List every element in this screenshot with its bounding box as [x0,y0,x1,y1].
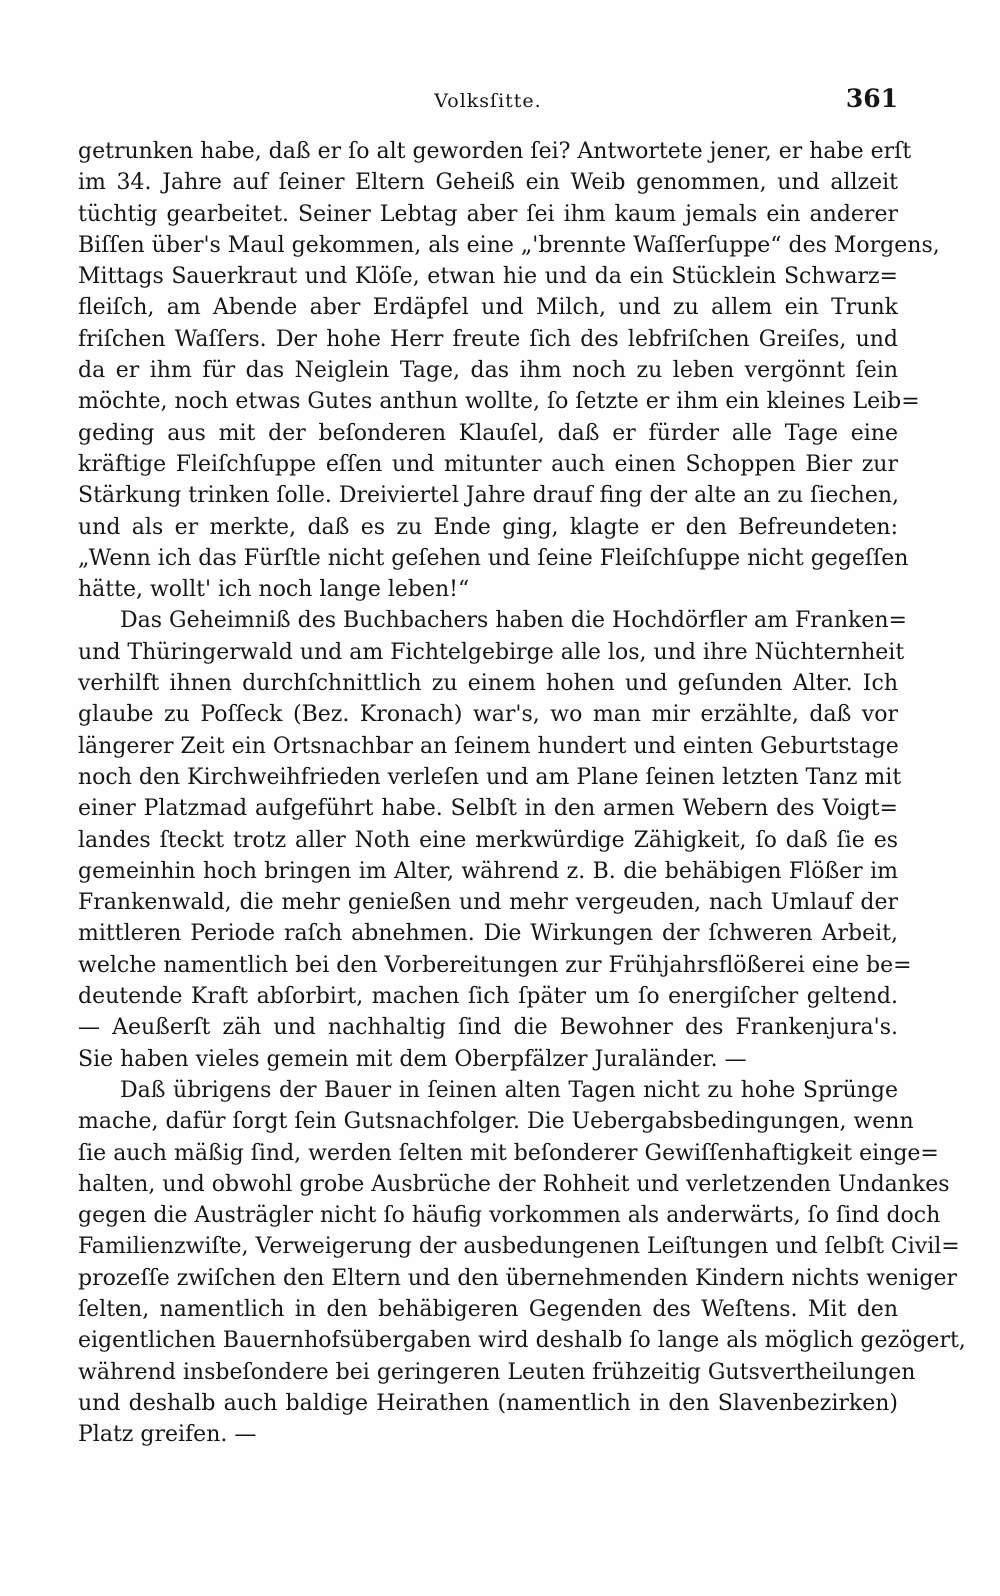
text-line: gegen die Austrägler nicht ſo häufig vorkommen als anderwärts, ſo ſind doch [78,1203,941,1229]
page-number: 361 [845,84,898,113]
text-line: Familienzwiſte, Verweigerung der ausbedungenen Leiſtungen und ſelbſt Civil= [78,1234,960,1260]
text-line: Sie haben vieles gemein mit dem Oberpfälzer Juraländer. — [78,1046,747,1072]
text-line: landes ſteckt trotz aller Noth eine merkwürdige Zähigkeit, ſo daß ſie es [78,827,898,853]
text-line: halten, und obwohl grobe Ausbrüche der Rohheit und verletzenden Undankes [78,1171,950,1197]
text-line: Stärkung trinken ſolle. Dreiviertel Jahre drauf fing der alte an zu ſiechen, [78,483,900,509]
text-line: einer Platzmad aufgeführt habe. Selbſt in den armen Webern des Voigt= [78,796,898,822]
text-line: welche namentlich bei den Vorbereitungen zur Frühjahrsflößerei eine be= [78,952,912,978]
text-line: geding aus mit der beſonderen Klauſel, daß er fürder alle Tage eine [78,420,898,446]
text-line: tüchtig gearbeitet. Seiner Lebtag aber ſei ihm kaum jemals ein anderer [78,201,898,227]
text-line: und deshalb auch baldige Heirathen (namentlich in den Slavenbezirken) [78,1390,898,1416]
text-line: glaube zu Poſſeck (Bez. Kronach) war's, wo man mir erzählte, daß vor [78,702,898,728]
text-line: verhilft ihnen durchſchnittlich zu einem hohen und geſunden Alter. Ich [78,671,898,697]
page-header [78,84,898,118]
text-line: Biſſen über's Maul gekommen, als eine „'brennte Waſſerſuppe“ des Morgens, [78,232,940,258]
text-line: mittleren Periode raſch abnehmen. Die Wirkungen der ſchweren Arbeit, [78,921,898,947]
text-line: noch den Kirchweihfrieden verleſen und am Plane ſeinen letzten Tanz mit [78,764,902,790]
paragraph [78,136,940,605]
text-line: Frankenwald, die mehr genießen und mehr vergeuden, nach Umlauf der [78,890,898,916]
text-line: während insbeſondere bei geringeren Leuten frühzeitig Gutsvertheilungen [78,1359,916,1385]
text-line: Daß übrigens der Bauer in ſeinen alten Tagen nicht zu hohe Sprünge [120,1077,898,1103]
text-line: längerer Zeit ein Ortsnachbar an ſeinem hundert und einten Geburtstage [78,733,899,759]
text-line: „Wenn ich das Fürſtle nicht geſehen und ſeine Fleiſchſuppe nicht gegeſſen [78,545,909,571]
text-line: ſie auch mäßig ſind, werden ſelten mit beſonderer Gewiſſenhaftigkeit einge= [78,1140,939,1166]
text-line: im 34. Jahre auf ſeiner Eltern Geheiß ein Weib genommen, und allzeit [78,170,898,196]
text-line: fleiſch, am Abende aber Erdäpfel und Milch, und zu allem ein Trunk [78,295,898,321]
paragraph [78,605,912,1074]
text-line: möchte, noch etwas Gutes anthun wollte, ſo ſetzte er ihm ein kleines Leib= [78,389,920,415]
text-line: — Aeußerſt zäh und nachhaltig ſind die Bewohner des Frankenjura's. [78,1015,898,1041]
text-line: und Thüringerwald und am Fichtelgebirge alle los, und ihre Nüchternheit [78,639,905,665]
text-line: prozeſſe zwiſchen den Eltern und den übernehmenden Kindern nichts weniger [78,1265,957,1291]
text-line: deutende Kraft abſorbirt, machen ſich ſpäter um ſo energiſcher geltend. [78,984,898,1010]
text-line: Das Geheimniß des Buchbachers haben die Hochdörfler am Franken= [120,608,907,634]
body-text [78,136,966,1450]
text-line: friſchen Waſſers. Der hohe Herr freute ſich des lebfriſchen Greiſes, und [78,326,898,352]
text-line: mache, dafür ſorgt ſein Gutsnachfolger. Die Uebergabsbedingungen, wenn [78,1109,914,1135]
paragraph [78,1075,966,1451]
text-line: Mittags Sauerkraut und Klöſe, etwan hie und da ein Stücklein Schwarz= [78,264,898,290]
text-line: hätte, wollt' ich noch lange leben!“ [78,577,470,603]
text-line: da er ihm für das Neiglein Tage, das ihm noch zu leben vergönnt ſein [78,358,898,384]
text-line: getrunken habe, daß er ſo alt geworden ſei? Antwortete jener, er habe erſt [78,139,912,164]
text-line: kräftige Fleiſchſuppe eſſen und mitunter auch einen Schoppen Bier zur [78,451,898,477]
text-line: Platz greifen. — [78,1422,257,1448]
text-line: eigentlichen Bauernhofsübergaben wird deshalb ſo lange als möglich gezögert, [78,1328,966,1354]
text-line: ſelten, namentlich in den behäbigeren Gegenden des Weſtens. Mit den [78,1296,898,1322]
text-line: und als er merkte, daß es zu Ende ging, klagte er den Befreundeten: [78,514,898,540]
running-head: Volksſitte. [434,90,542,112]
text-line: gemeinhin hoch bringen im Alter, während z. B. die behäbigen Flößer im [78,858,898,884]
